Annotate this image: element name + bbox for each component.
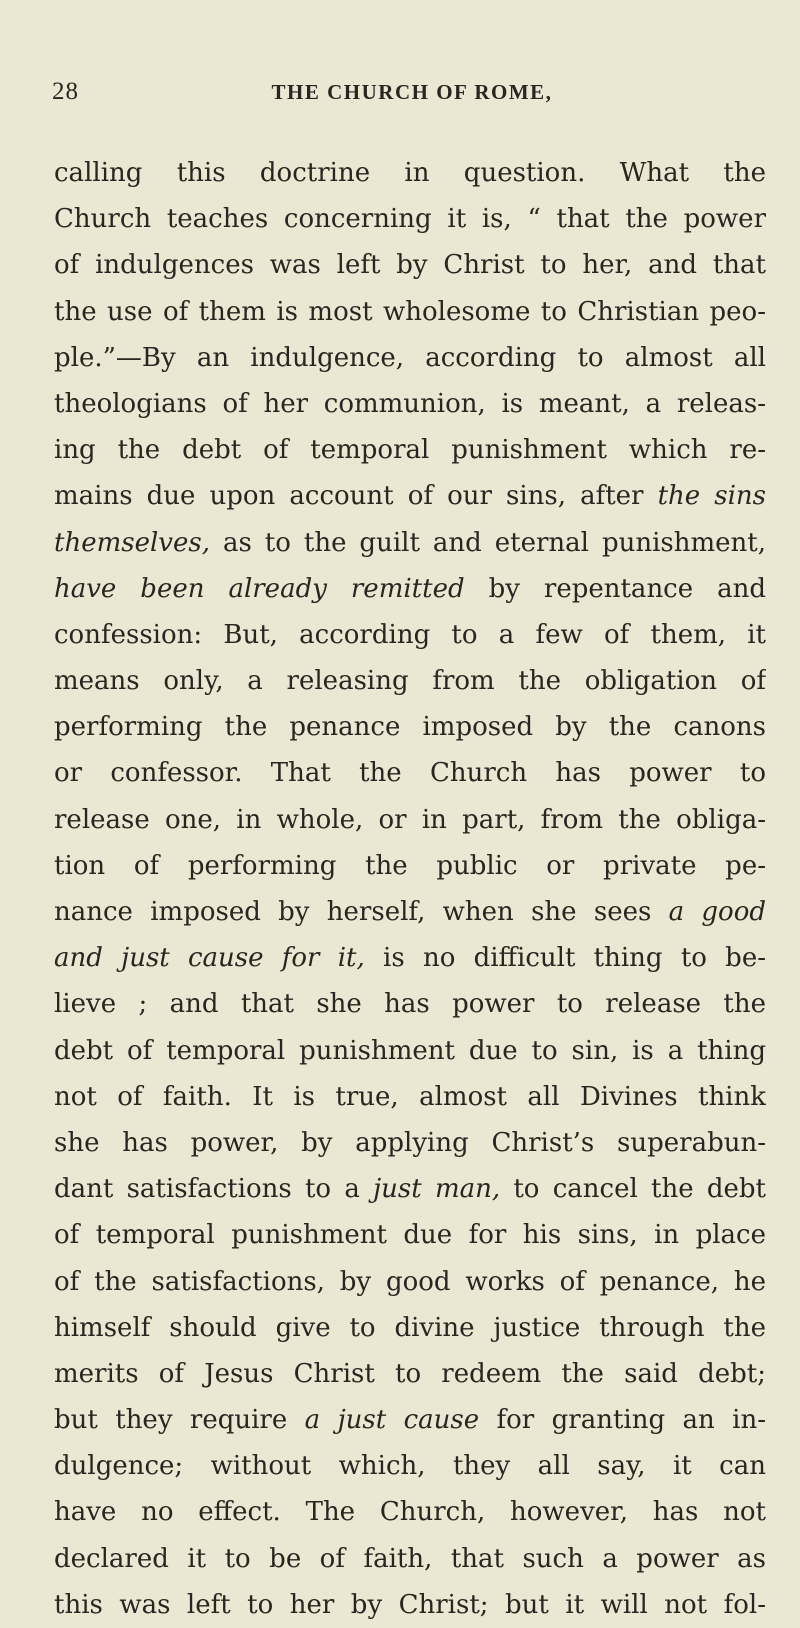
- text-line: Church teaches concerning it is, “ that the power: [54, 204, 766, 235]
- text-line: dulgence; without which, they all say, it can: [54, 1451, 766, 1482]
- text-line: she has power, by applying Christ’s superabun-: [54, 1127, 766, 1158]
- italic-text: a just cause: [304, 1405, 480, 1436]
- text-line: ple.”—By an indulgence, according to almost all: [54, 342, 766, 373]
- text-line: nance imposed by herself, when she sees a good: [54, 897, 766, 927]
- text-line: debt of temporal punishment due to sin, is a thing: [54, 1035, 766, 1066]
- body-text: [54, 150, 766, 1628]
- italic-text: just man,: [373, 1174, 501, 1205]
- text-line: not of faith. It is true, almost all Divines think: [54, 1081, 766, 1112]
- text-line: this was left to her by Christ; but it will not fol-: [54, 1589, 766, 1620]
- text-line: the use of them is most wholesome to Christian peo-: [54, 296, 766, 327]
- text-line: dant satisfactions to a just man, to cancel the debt: [54, 1174, 766, 1205]
- italic-text: and just cause for it,: [54, 943, 365, 974]
- text-line: ing the debt of temporal punishment which re-: [54, 435, 766, 466]
- text-line: performing the penance imposed by the canons: [54, 712, 766, 743]
- text-line: lieve ; and that she has power to release the: [54, 989, 766, 1020]
- italic-text: themselves,: [54, 527, 210, 558]
- running-title: THE CHURCH OF ROME,: [271, 80, 553, 104]
- text-line: have no effect. The Church, however, has not: [54, 1497, 766, 1528]
- text-line: and just cause for it, is no difficult thing to be-: [54, 943, 766, 974]
- text-line: of indulgences was left by Christ to her, and that: [54, 250, 766, 281]
- text-line: of the satisfactions, by good works of penance, he: [54, 1266, 766, 1297]
- text-line: means only, a releasing from the obligation of: [54, 666, 766, 697]
- text-line: mains due upon account of our sins, after the sins: [54, 481, 766, 512]
- text-line: theologians of her communion, is meant, a releas-: [54, 388, 766, 419]
- text-line: have been already remitted by repentance and: [54, 573, 766, 604]
- text-line: declared it to be of faith, that such a power as: [54, 1543, 766, 1574]
- text-line: but they require a just cause for granting an in-: [54, 1405, 766, 1436]
- page-number: 28: [52, 78, 79, 105]
- text-line: or confessor. That the Church has power to: [54, 758, 766, 789]
- running-head: [52, 78, 752, 114]
- text-line: themselves, as to the guilt and eternal punishment,: [54, 527, 766, 558]
- text-line: confession: But, according to a few of them, it: [54, 619, 766, 650]
- italic-text: have been already remitted: [54, 573, 465, 604]
- text-line: release one, in whole, or in part, from the obliga-: [54, 804, 766, 835]
- text-line: tion of performing the public or private pe-: [54, 850, 766, 881]
- text-line: himself should give to divine justice through the: [54, 1312, 766, 1343]
- italic-text: the sins: [657, 481, 766, 512]
- text-line: of temporal punishment due for his sins, in place: [54, 1220, 766, 1251]
- text-line: merits of Jesus Christ to redeem the said debt;: [54, 1358, 766, 1389]
- text-line: calling this doctrine in question. What the: [54, 158, 766, 188]
- italic-text: a good: [668, 897, 766, 927]
